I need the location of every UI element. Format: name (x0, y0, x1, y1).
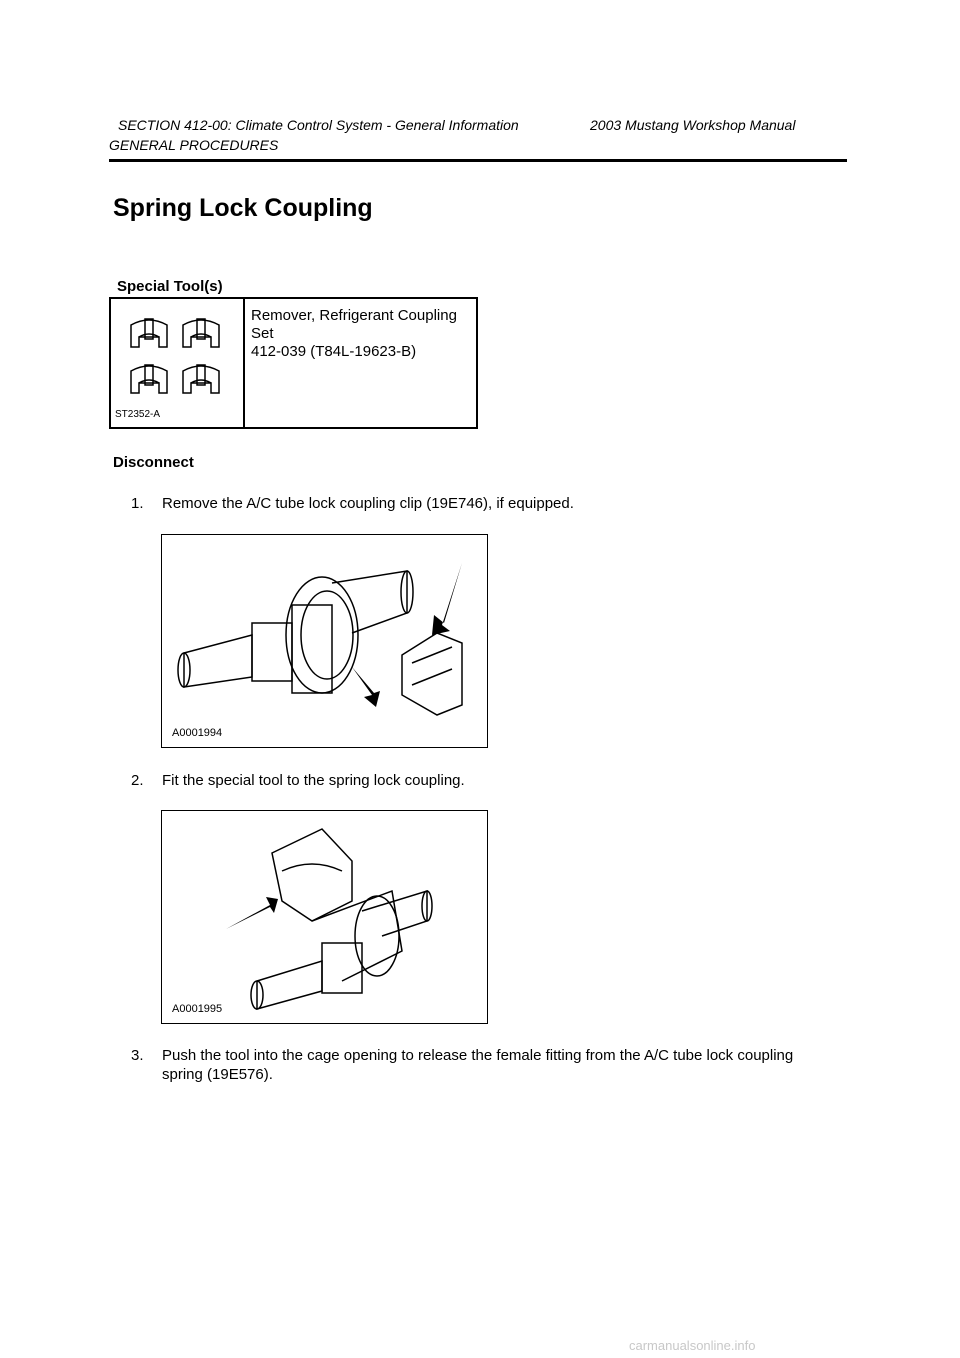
tool-description (251, 307, 457, 361)
special-tools-table (109, 297, 478, 429)
step-text: Fit the special tool to the spring lock coupling. (162, 772, 465, 789)
step-number: 3. (131, 1047, 144, 1064)
subsection-header: GENERAL PROCEDURES (109, 137, 279, 153)
tool-image-cell (111, 299, 245, 427)
figure-caption: A0001994 (172, 727, 223, 739)
section-heading: Disconnect (113, 454, 194, 471)
figure-tool-fitting (161, 810, 488, 1024)
page-title: Spring Lock Coupling (113, 194, 373, 222)
step-3 (131, 1046, 851, 1086)
tool-image-caption: ST2352-A (115, 409, 161, 420)
figure-clip-removal (161, 534, 488, 748)
special-tools-label: Special Tool(s) (117, 278, 223, 295)
step-1 (131, 494, 831, 514)
tool-name-line1: Remover, Refrigerant Coupling (251, 307, 457, 324)
step-text-line1: Push the tool into the cage opening to release the female fitting from the A/C tube lock coupling (162, 1047, 794, 1064)
tool-number: 412-039 (T84L-19623-B) (251, 343, 417, 360)
tool-name-line2: Set (251, 325, 274, 342)
step-number: 1. (131, 495, 144, 512)
clip-removal-illustration (162, 535, 487, 747)
watermark: carmanualsonline.info (629, 1338, 756, 1353)
manual-title: 2003 Mustang Workshop Manual (590, 117, 796, 133)
tool-fitting-illustration (162, 811, 487, 1023)
step-text: Remove the A/C tube lock coupling clip (19E746), if equipped. (162, 495, 574, 512)
coupling-tool-illustration (111, 299, 241, 425)
header-rule (109, 159, 847, 162)
figure-caption: A0001995 (172, 1003, 223, 1015)
step-text-line2: spring (19E576). (162, 1066, 273, 1083)
step-number: 2. (131, 772, 144, 789)
step-2 (131, 771, 831, 791)
section-header: SECTION 412-00: Climate Control System - General Information (118, 117, 519, 133)
